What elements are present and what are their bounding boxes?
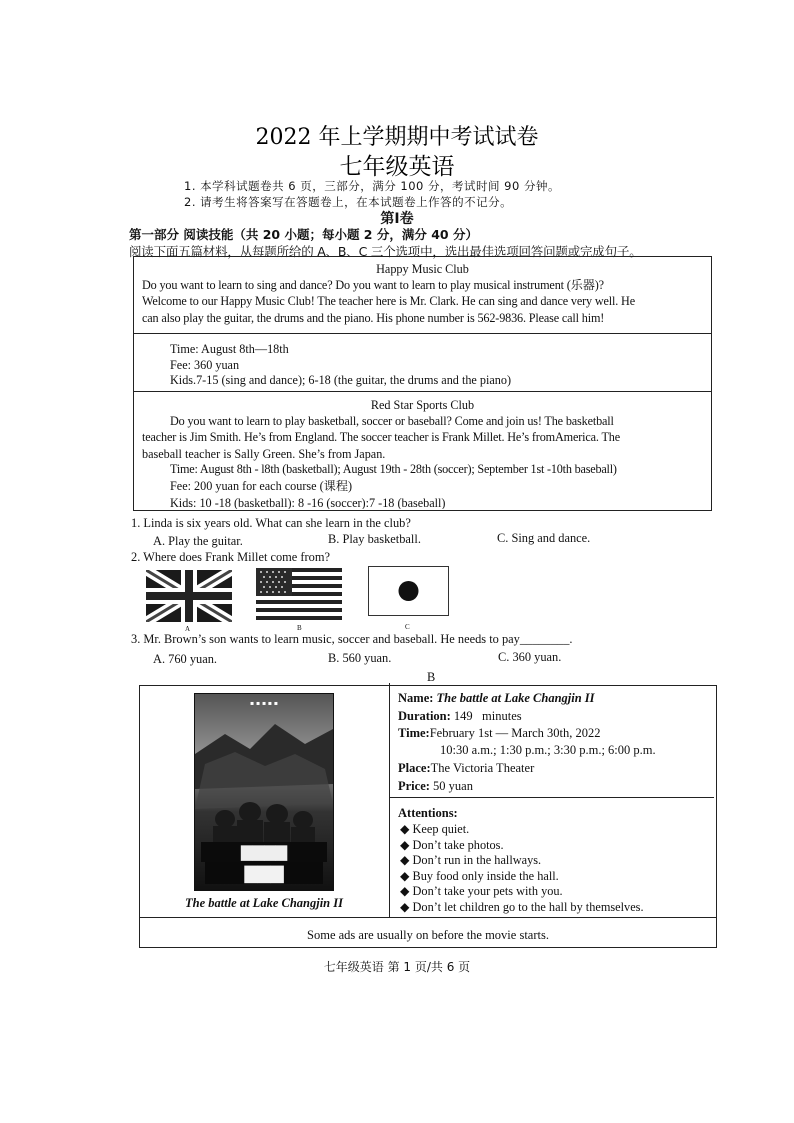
list-item	[400, 822, 644, 838]
movie-price-label: Price:	[398, 779, 430, 793]
sports-club-line-1: Do you want to learn to play basketball, soccer or baseball? Come and join us! The basketball	[170, 414, 614, 428]
divider	[389, 683, 390, 918]
music-club-line-2: Welcome to our Happy Music Club! The teacher here is Mr. Clark. He can sing and dance very well. He	[142, 294, 635, 308]
page-number: 七年级英语 第 1 页/共 6 页	[323, 960, 471, 974]
sports-club-line-2: teacher is Jim Smith. He’s from England. The soccer teacher is Frank Millet. He’s fromAmerica. The	[142, 430, 620, 444]
question-3-option-a: A. 760 yuan.	[153, 652, 218, 666]
movie-place-label: Place:	[398, 761, 431, 775]
sports-club-kids: Kids: 10 -18 (basketball): 8 -16 (soccer):7 -18 (baseball)	[170, 496, 446, 509]
volume-label: 第Ⅰ卷	[380, 211, 414, 227]
movie-duration-value: 149 minutes	[453, 709, 522, 723]
music-club-line-3: can also play the guitar, the drums and the piano. His phone number is 562-9836. Please call him!	[142, 311, 605, 325]
divider	[133, 391, 712, 392]
movie-duration-row	[398, 709, 522, 724]
divider	[389, 797, 714, 798]
list-item	[400, 853, 644, 869]
question-2-option-c: C	[405, 623, 410, 631]
list-item	[400, 900, 644, 916]
movie-name-label: Name:	[398, 691, 434, 705]
diamond-bullet-icon: ◆	[400, 853, 410, 867]
movie-price-value: 50 yuan	[433, 779, 473, 793]
question-3-option-b: B. 560 yuan.	[328, 651, 392, 665]
divider	[139, 917, 717, 918]
movie-showtimes: 10:30 a.m.; 1:30 p.m.; 3:30 p.m.; 6:00 p.m.	[440, 743, 656, 757]
music-club-title: Happy Music Club	[376, 262, 469, 276]
attention-text: Don’t take your pets with you.	[412, 884, 563, 898]
movie-place-value: The Victoria Theater	[430, 761, 535, 775]
attention-text: Buy food only inside the hall.	[412, 868, 559, 883]
movie-place-row	[398, 761, 534, 776]
diamond-bullet-icon: ◆	[400, 822, 410, 836]
exam-note-2: 2. 请考生将答案写在答题卷上，在本试题卷上作答的不记分。	[184, 195, 513, 209]
question-1-option-b: B. Play basketball.	[328, 532, 421, 546]
list-item	[400, 869, 644, 885]
svg-text:▇▇▇▇: ▇▇▇▇	[240, 843, 288, 861]
list-item	[400, 884, 644, 900]
exam-note-1: 1. 本学科试题卷共 6 页，三部分，满分 100 分，考试时间 90 分钟。	[184, 179, 560, 193]
question-3-option-c: C. 360 yuan.	[498, 650, 562, 664]
exam-subtitle: 七年级英语	[339, 154, 455, 180]
poster-caption: The battle at Lake Changjin II	[184, 896, 343, 910]
svg-text:▪ ▪ ▪ ▪ ▪: ▪ ▪ ▪ ▪ ▪	[250, 700, 278, 707]
question-2-option-a: A	[185, 625, 191, 633]
movie-duration-label: Duration:	[398, 709, 451, 723]
music-club-kids: Kids.7-15 (sing and dance); 6-18 (the guitar, the drums and the piano)	[170, 373, 512, 387]
movie-time-value: February 1st — March 30th, 2022	[429, 726, 601, 740]
uk-flag-image	[146, 570, 232, 622]
passage-b-label: B	[427, 670, 436, 684]
diamond-bullet-icon: ◆	[400, 899, 410, 914]
japan-flag-image	[368, 566, 449, 616]
diamond-bullet-icon: ◆	[400, 868, 410, 883]
question-1-option-c: C. Sing and dance.	[497, 531, 591, 545]
sports-club-line-3: baseball teacher is Sally Green. She’s from Japan.	[142, 447, 386, 461]
movie-name-row	[398, 691, 595, 706]
diamond-bullet-icon: ◆	[400, 837, 410, 852]
question-1-stem: 1. Linda is six years old. What can she learn in the club?	[131, 516, 411, 530]
divider	[133, 333, 712, 334]
attention-text: Keep quiet.	[412, 822, 470, 836]
music-club-time: Time: August 8th—18th	[170, 342, 289, 356]
movie-name-value: The battle at Lake Changjin II	[436, 691, 595, 705]
sports-club-fee: Fee: 200 yuan for each course (课程)	[170, 479, 353, 493]
svg-text:▇▇▇: ▇▇▇	[244, 864, 284, 884]
music-club-line-1: Do you want to learn to sing and dance? Do you want to learn to play musical instrument (乐器)?	[142, 278, 604, 292]
movie-time-label: Time:	[398, 726, 430, 740]
exam-title: 2022 年上学期期中考试试卷	[255, 125, 539, 150]
movie-poster-image	[194, 693, 334, 891]
question-3-stem: 3. Mr. Brown’s son wants to learn music, soccer and baseball. He needs to pay________.	[131, 632, 573, 646]
music-club-fee: Fee: 360 yuan	[170, 358, 240, 372]
list-item	[400, 838, 644, 854]
question-2-option-b: B	[297, 624, 302, 632]
movie-price-row	[398, 779, 473, 794]
part-heading: 第一部分 阅读技能（共 20 小题；每小题 2 分，满分 40 分）	[129, 227, 478, 242]
attention-text: Don’t run in the hallways.	[412, 853, 542, 867]
part-instruction: 阅读下面五篇材料，从每题所给的 A、B、C 三个选项中，选出最佳选项回答问题或完成句子。	[129, 244, 642, 259]
question-1-option-a: A. Play the guitar.	[153, 534, 243, 548]
attention-text: Don’t let children go to the hall by themselves.	[412, 899, 644, 914]
attentions-title: Attentions:	[398, 806, 458, 820]
sports-club-time: Time: August 8th - l8th (basketball); August 19th - 28th (soccer); September 1st -10th baseball)	[170, 462, 617, 476]
movie-box-footer: Some ads are usually on before the movie starts.	[307, 928, 549, 942]
us-flag-image	[256, 568, 342, 620]
attentions-list	[400, 822, 644, 915]
movie-time-row	[398, 726, 601, 741]
sports-club-title: Red Star Sports Club	[370, 398, 475, 412]
question-2-stem: 2. Where does Frank Millet come from?	[131, 550, 330, 564]
diamond-bullet-icon: ◆	[400, 884, 410, 898]
attention-text: Don’t take photos.	[412, 837, 504, 852]
